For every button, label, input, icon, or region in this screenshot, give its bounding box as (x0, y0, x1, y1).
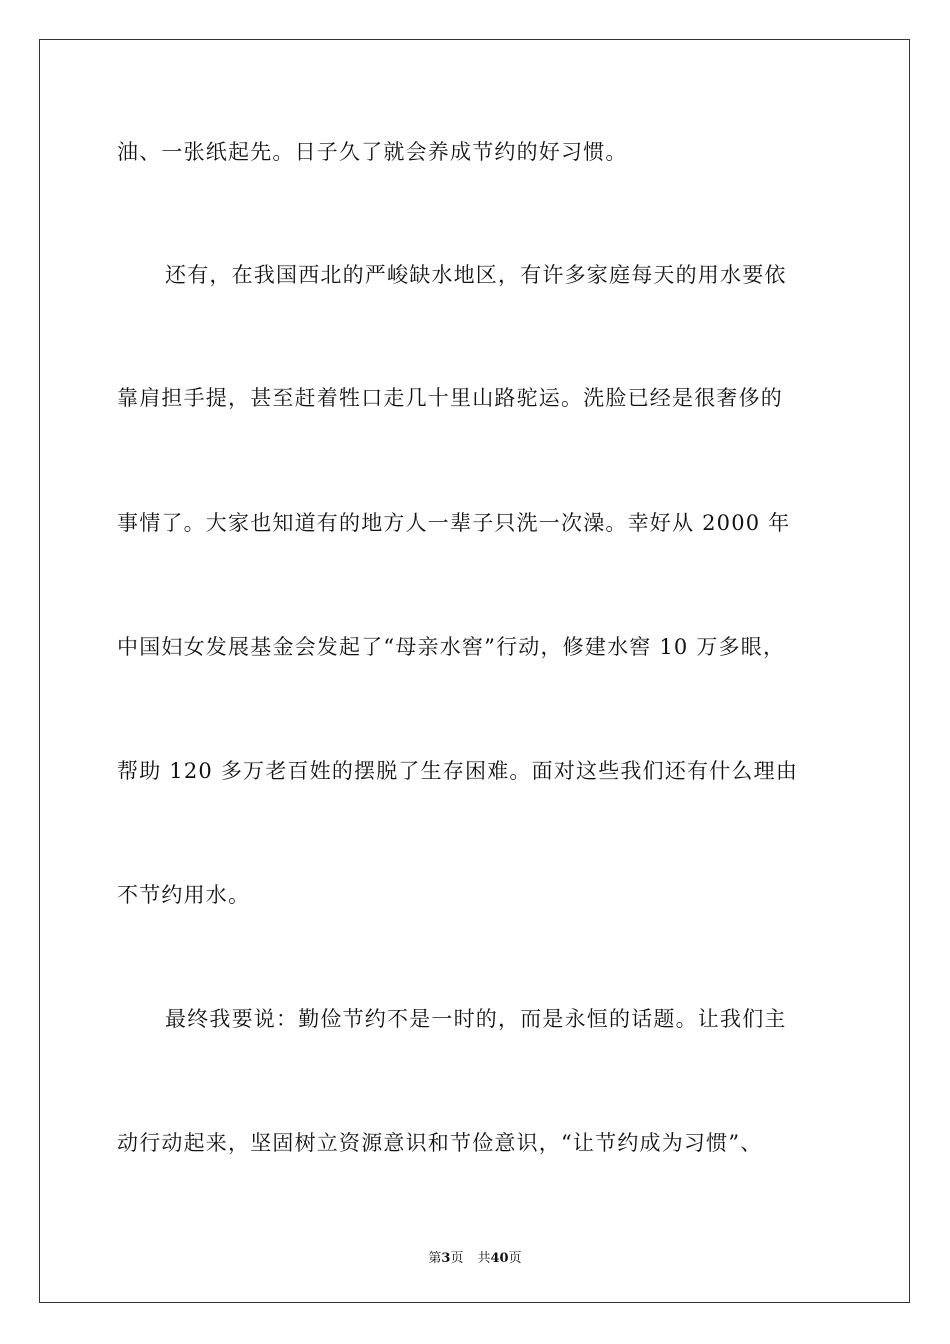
page-prefix: 第 (428, 1251, 442, 1266)
text-line-2: 还有，在我国西北的严峻缺水地区，有许多家庭每天的用水要依 (165, 263, 787, 287)
total-pages: 40 (490, 1251, 509, 1266)
page-number: 3 (441, 1251, 451, 1266)
text-line-8: 最终我要说：勤俭节约不是一时的，而是永恒的话题。让我们主 (165, 1007, 787, 1031)
text-line-1: 油、一张纸起先。日子久了就会养成节约的好习惯。 (117, 140, 628, 164)
total-suffix: 页 (508, 1251, 522, 1266)
page-suffix: 页 (450, 1251, 464, 1266)
text-line-6: 帮助 120 多万老百姓的摆脱了生存困难。面对这些我们还有什么理由 (117, 759, 799, 783)
page-footer (0, 1247, 950, 1266)
text-line-9: 动行动起来，坚固树立资源意识和节俭意识，“让节约成为习惯”、 (117, 1131, 763, 1155)
page-border (39, 39, 910, 1303)
text-line-3: 靠肩担手提，甚至赶着牲口走几十里山路驼运。洗脸已经是很奢侈的 (117, 386, 783, 410)
text-line-4: 事情了。大家也知道有的地方人一辈子只洗一次澡。幸好从 2000 年 (117, 511, 791, 535)
text-line-5: 中国妇女发展基金会发起了“母亲水窖”行动，修建水窖 10 万多眼， (117, 635, 786, 659)
text-line-7: 不节约用水。 (117, 883, 251, 907)
total-prefix: 共 (477, 1251, 491, 1266)
